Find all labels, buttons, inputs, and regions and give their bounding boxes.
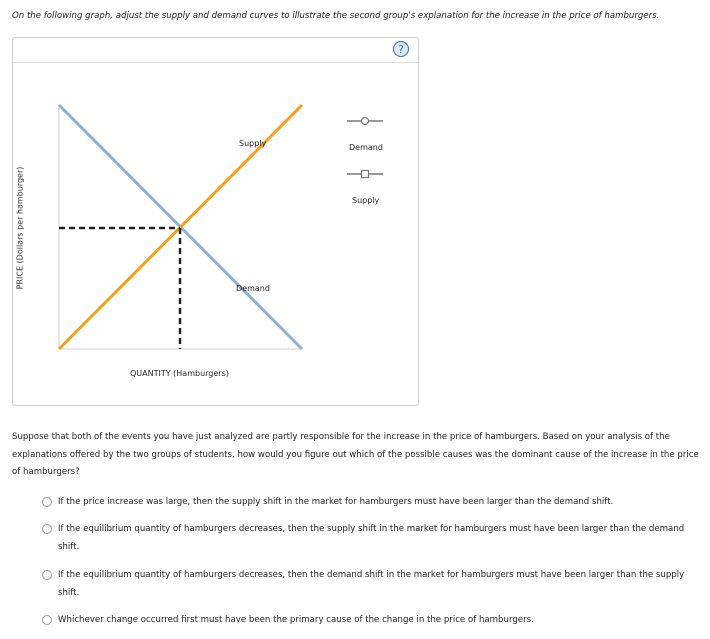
question-text: Suppose that both of the events you have just analyzed are partly responsible for the increase in the price of hamburgers. Based on your analysis of the explanations offered by the two groups of students, how would you figure out which of the possible causes was the dominant cause of the increase in the price of hamburgers? — [12, 432, 699, 477]
radio-option-3[interactable] — [42, 570, 52, 580]
supply-curve-label: Supply — [239, 139, 267, 148]
y-axis-label-text: PRICE (Dollars per hamburger) — [15, 166, 25, 290]
option-2-text: If the equilibrium quantity of hamburgers decreases, then the supply shift in the market for hamburgers must have been larger than the demand shift. — [58, 524, 685, 552]
radio-option-1[interactable] — [42, 497, 52, 507]
square-handle-icon[interactable] — [362, 171, 369, 178]
option-3-text: If the equilibrium quantity of hamburgers decreases, then the demand shift in the market for hamburgers must have been larger than the supply shift. — [58, 570, 685, 598]
instruction-text: On the following graph, adjust the supply and demand curves to illustrate the second group's explanation for the increase in the price of hamburgers. — [12, 11, 660, 21]
demand-curve-label: Demand — [236, 284, 270, 293]
legend-supply-label: Supply — [352, 196, 380, 205]
option-1-text: If the price increase was large, then the supply shift in the market for hamburgers must have been larger than the demand shift. — [58, 497, 614, 507]
radio-option-4[interactable] — [42, 615, 52, 625]
radio-option-2[interactable] — [42, 524, 52, 534]
option-4-text: Whichever change occurred first must have been the primary cause of the change in the price of hamburgers. — [58, 615, 534, 625]
circle-handle-icon[interactable] — [362, 118, 369, 125]
x-axis-label: QUANTITY (Hamburgers) — [130, 369, 229, 378]
legend-demand-label: Demand — [349, 143, 383, 152]
help-button[interactable]: ? — [393, 41, 409, 57]
